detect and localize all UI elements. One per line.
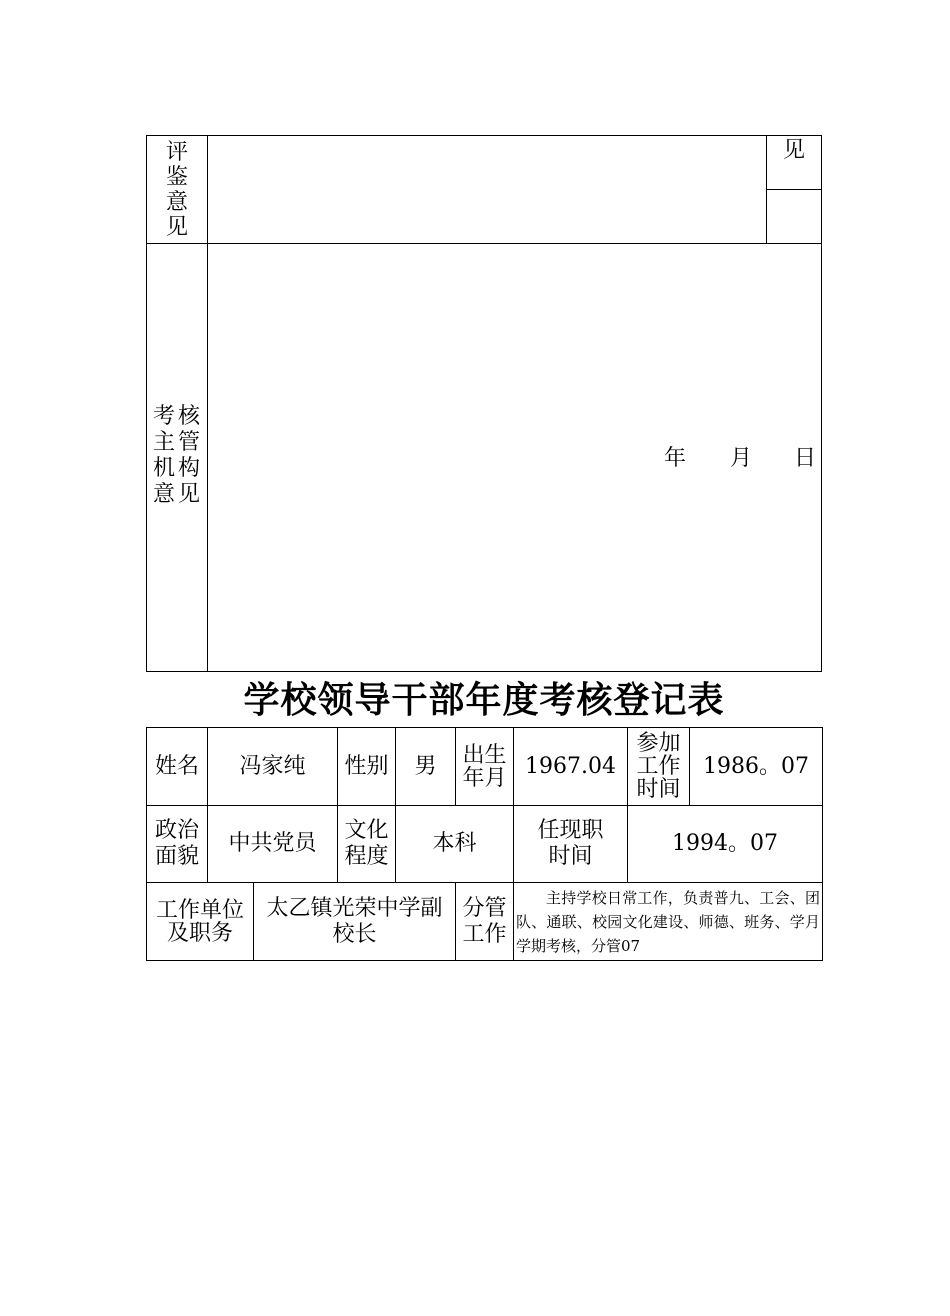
table-row-position: [147, 883, 823, 961]
name-label: 姓名: [147, 728, 208, 806]
label-column-divider: [207, 135, 208, 672]
education-value: 本科: [396, 806, 514, 883]
gender-value: 男: [396, 728, 456, 806]
table-row-background: [147, 806, 823, 883]
registration-table: [146, 727, 823, 961]
unit-value: 太乙镇光荣中学副校长: [254, 883, 456, 961]
form-title: 学校领导干部年度考核登记表: [243, 680, 725, 721]
review-right-label: 见: [782, 138, 805, 163]
birth-label: 出生年月: [456, 728, 514, 806]
political-label: 政治面貌: [147, 806, 208, 883]
row-divider: [146, 243, 822, 244]
review-right-split: [766, 189, 822, 190]
date-day: 日: [794, 446, 817, 471]
authority-label-col2: 核管构见: [177, 404, 200, 507]
current-post-value: 1994。07: [628, 806, 823, 883]
duty-label: 分管工作: [456, 883, 514, 961]
date-year: 年: [664, 446, 687, 471]
work-start-label: 参加工作时间: [628, 728, 690, 806]
review-opinion-label: 评鉴意见: [166, 140, 189, 240]
gender-label: 性别: [338, 728, 396, 806]
date-month: 月: [730, 446, 753, 471]
duty-value: 主持学校日常工作，负责普九、工会、团队、通联、校园文化建设、师德、班务、学月学期考核，分管07: [514, 883, 823, 961]
table-row-basic: [147, 728, 823, 806]
authority-label-col1: 考主机意: [152, 404, 175, 507]
unit-label: 工作单位及职务: [147, 883, 254, 961]
opinion-table: [146, 135, 822, 672]
name-value: 冯家纯: [208, 728, 338, 806]
current-post-label: 任现职时间: [514, 806, 628, 883]
political-value: 中共党员: [208, 806, 338, 883]
education-label: 文化程度: [338, 806, 396, 883]
birth-value: 1967.04: [514, 728, 628, 806]
work-start-value: 1986。07: [690, 728, 823, 806]
